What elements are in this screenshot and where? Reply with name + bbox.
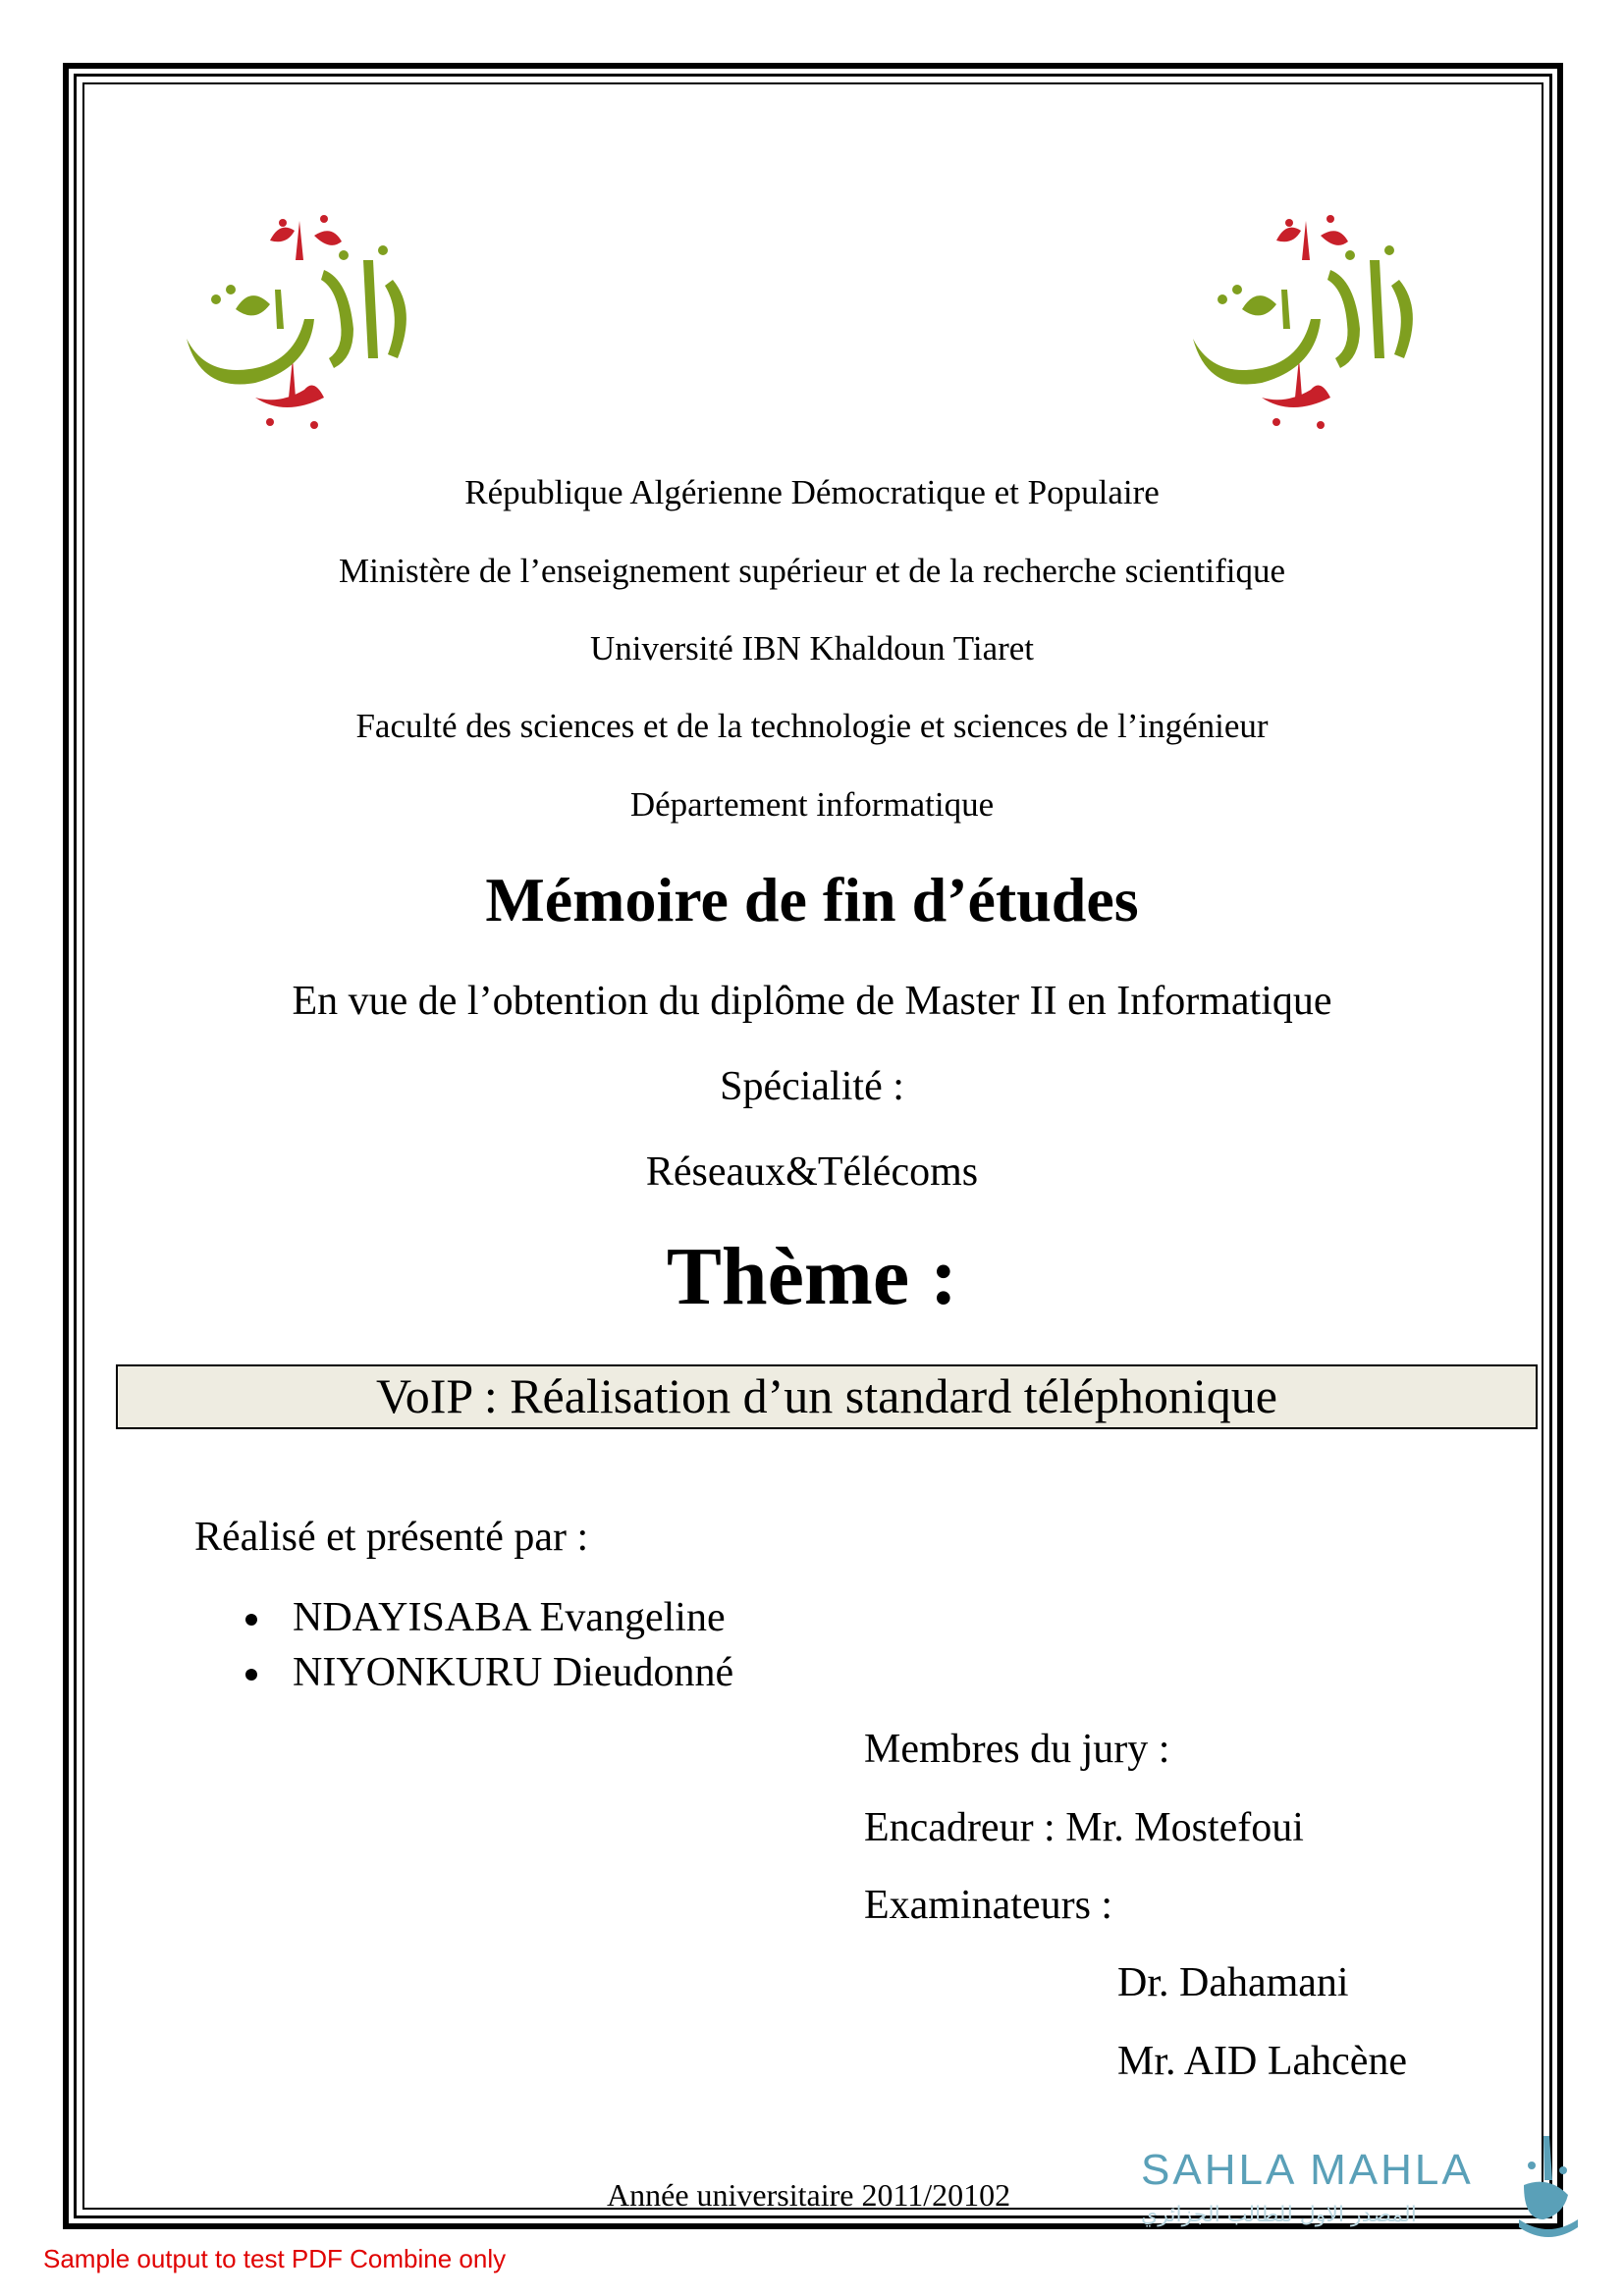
authors-label: Réalisé et présenté par : [194,1515,589,1560]
university-line: Université IBN Khaldoun Tiaret [589,629,1035,667]
jury-examiners-label: Examinateurs : [864,1883,1113,1928]
university-calligraphy-logo-icon [177,201,422,442]
faculty-line: Faculté des sciences et de la technologie et sciences de l’ingénieur [355,707,1269,745]
list-item: NDAYISABA Evangeline [242,1590,733,1645]
specialty-label: Spécialité : [720,1064,904,1109]
jury-label: Membres du jury : [864,1727,1170,1772]
authors-list [242,1590,733,1700]
jury-examiner: Dr. Dahamani [1117,1960,1349,2005]
theme-label: Thème : [666,1231,958,1322]
department-line: Département informatique [629,785,995,824]
jury-supervisor: Encadreur : Mr. Mostefoui [864,1805,1304,1850]
calligraphy-icon [1514,2136,1583,2244]
theme-title-box [116,1364,1538,1429]
university-logo-right [1183,201,1429,442]
republic-line: République Algérienne Démocratique et Populaire [464,473,1160,511]
specialty-value: Réseaux&Télécoms [645,1149,979,1195]
watermark-text: SAHLA MAHLA [1141,2146,1474,2194]
watermark-logo [1141,2146,1573,2244]
ministry-line: Ministère de l’enseignement supérieur et de la recherche scientifique [338,552,1286,590]
memoire-title: Mémoire de fin d’études [485,865,1139,934]
list-item: NIYONKURU Dieudonné [242,1645,733,1700]
sample-output-note: Sample output to test PDF Combine only [43,2244,507,2273]
university-logo-left [177,201,422,442]
memoire-subtitle: En vue de l’obtention du diplôme de Master II en Informatique [292,979,1332,1024]
watermark-subtext: المصدر الاول للطالب الجزائري [1141,2203,1417,2227]
university-calligraphy-logo-icon [1183,201,1429,442]
theme-title: VoIP : Réalisation d’un standard téléphonique [376,1368,1277,1423]
jury-examiner: Mr. AID Lahcène [1117,2039,1408,2084]
academic-year: Année universitaire 2011/20102 [607,2177,1011,2213]
